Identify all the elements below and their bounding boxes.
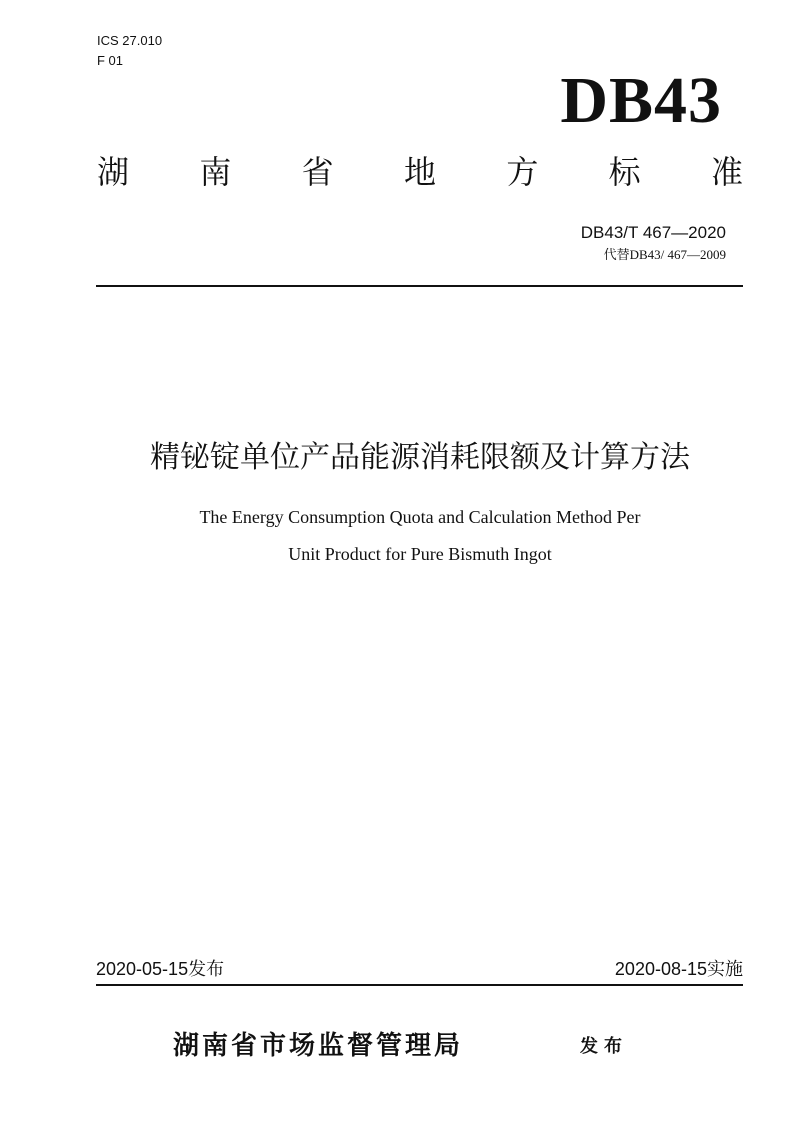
standard-number: DB43/T 467—2020	[580, 223, 726, 242]
standard-type-char: 湖	[97, 154, 130, 190]
issue-date: 2020-05-15发布	[96, 959, 225, 979]
standard-type-char: 南	[199, 154, 232, 190]
title-english-line-1: The Energy Consumption Quota and Calculation Method Per	[199, 507, 641, 527]
standard-type-char: 方	[506, 154, 539, 190]
implementation-date: 2020-08-15实施	[614, 959, 743, 979]
standard-code: DB43	[560, 64, 722, 137]
title-chinese: 精铋锭单位产品能源消耗限额及计算方法	[150, 441, 690, 474]
title-english-line-2: Unit Product for Pure Bismuth Ingot	[288, 544, 552, 564]
ics-code: ICS 27.010	[97, 33, 163, 48]
standard-type-char: 准	[710, 154, 743, 190]
bottom-divider	[96, 984, 743, 986]
standard-type-char: 标	[608, 154, 641, 190]
standard-type	[97, 152, 743, 192]
top-divider	[96, 285, 743, 287]
issuing-authority: 湖南省市场监督管理局	[173, 1030, 464, 1060]
standard-type-char: 地	[403, 154, 436, 190]
standard-type-char: 省	[301, 154, 334, 190]
replaces-standard: 代替DB43/ 467—2009	[603, 247, 726, 262]
issue-label: 发布	[580, 1036, 628, 1056]
ccs-code: F 01	[97, 53, 124, 68]
